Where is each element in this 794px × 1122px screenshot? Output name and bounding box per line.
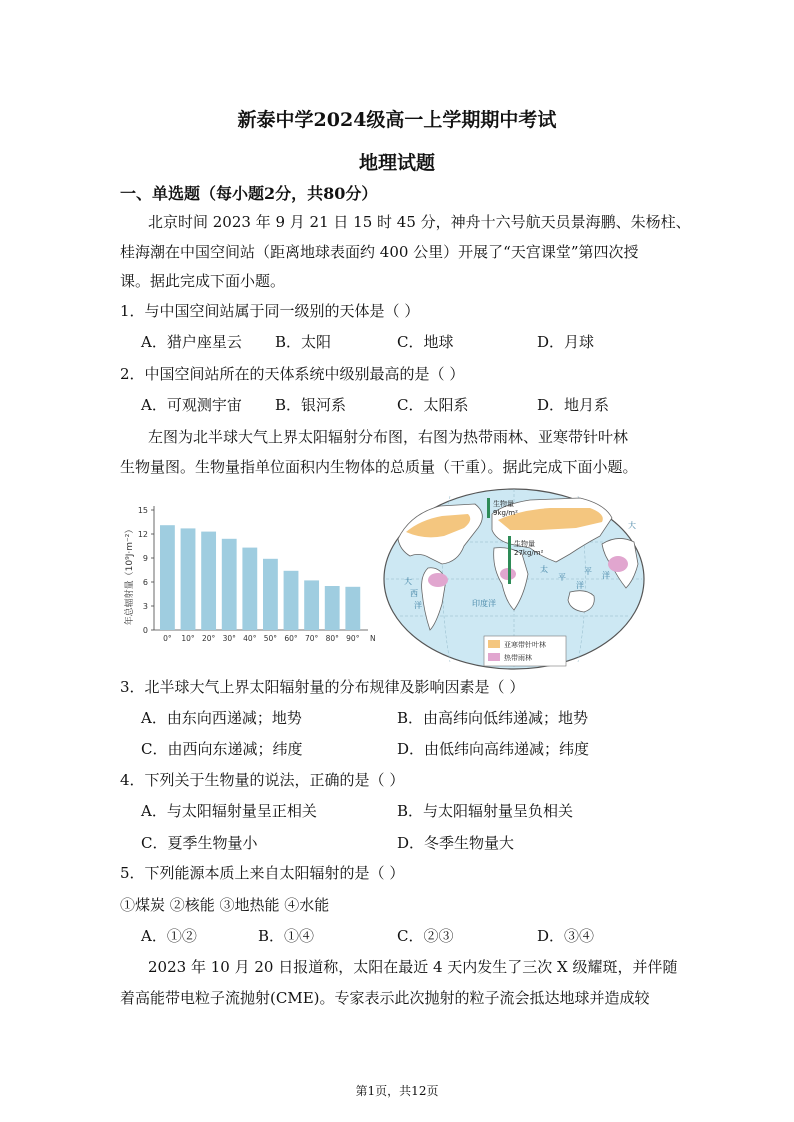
q1-stem: 1．与中国空间站属于同一级别的天体是（ ） [120,302,420,320]
radiation-bar-chart [118,500,380,650]
exam-title: 新泰中学2024级高一上学期期中考试 [237,109,557,131]
x-tick-label: 0° [163,634,172,643]
q1-option-c[interactable]: C．地球 [397,333,454,351]
ocean-label: 大 [628,521,636,530]
x-tick-label: 20° [201,634,216,643]
legend-label-taiga: 亚寒带针叶林 [504,641,546,649]
passage2-line1: 左图为北半球大气上界太阳辐射分布图，右图为热带雨林、亚寒带针叶林 [148,428,629,446]
q5-stem: 5．下列能源本质上来自太阳辐射的是（ ） [120,864,405,882]
legend-swatch-rainforest [488,653,500,661]
bar [263,559,278,630]
ocean-label: 大 [404,577,412,586]
x-tick-label: 30° [222,634,236,643]
ocean-label: 西 [410,589,418,598]
q4-option-b[interactable]: B．与太阳辐射量呈负相关 [397,802,574,820]
bar [325,586,340,630]
bar [345,587,360,630]
q3-option-b[interactable]: B．由高纬向低纬递减；地势 [397,709,589,727]
q1-option-d[interactable]: D．月球 [537,333,595,351]
x-tick-label: 80° [325,634,339,643]
taiga-biomass-bar [487,498,490,518]
ocean-label: 洋 [602,571,610,580]
q5-option-c[interactable]: C．②③ [397,927,454,945]
rainforest-biomass-value: 27kg/m² [514,549,544,557]
q2-stem: 2．中国空间站所在的天体系统中级别最高的是（ ） [120,365,465,383]
q3-option-a[interactable]: A．由东向西递减；地势 [141,709,302,727]
ocean-label: 印度洋 [472,599,496,608]
ocean-label: 平 [584,567,592,576]
q5-items: ①煤炭 ②核能 ③地热能 ④水能 [120,896,330,914]
x-tick-label: 50° [263,634,278,643]
passage1-line1: 北京时间 2023 年 9 月 21 日 15 时 45 分，神舟十六号航天员景海鹏、朱杨柱、 [148,213,691,231]
bar [222,539,237,630]
q5-option-d[interactable]: D．③④ [537,927,595,945]
x-tick-label: 70° [304,634,319,643]
x-axis-label: N [370,634,376,643]
ocean-label: 太 [540,565,548,574]
y-axis-label: 年总辐射量（10⁹J·m⁻²） [125,524,135,626]
q1-option-a[interactable]: A．猎户座星云 [141,333,242,351]
ocean-label: 洋 [576,581,584,590]
y-tick-label: 9 [142,554,148,563]
q3-stem: 3．北半球大气上界太阳辐射量的分布规律及影响因素是（ ） [120,678,525,696]
x-tick-label: 90° [346,634,360,643]
q5-option-b[interactable]: B．①④ [258,927,315,945]
q1-option-b[interactable]: B．太阳 [275,333,332,351]
q4-option-d[interactable]: D．冬季生物量大 [397,834,515,852]
biomass-world-map [380,484,648,674]
q4-option-c[interactable]: C．夏季生物量小 [141,834,258,852]
q2-option-d[interactable]: D．地月系 [537,396,610,414]
y-tick-label: 3 [142,602,148,611]
ocean-label: 平 [558,573,566,582]
page-number: 第1页，共12页 [355,1084,439,1098]
q2-option-b[interactable]: B．银河系 [275,396,347,414]
y-tick-label: 0 [142,626,148,635]
taiga-biomass-value: 9kg/m² [493,509,518,517]
q3-option-c[interactable]: C．由西向东递减；纬度 [141,740,303,758]
passage3-line1: 2023 年 10 月 20 日报道称，太阳在最近 4 天内发生了三次 X 级耀斑，并伴随 [148,958,678,976]
x-tick-label: 40° [243,634,257,643]
map-legend [484,636,566,666]
passage3-line2: 着高能带电粒子流抛射(CME)。专家表示此次抛射的粒子流会抵达地球并造成较 [120,989,650,1007]
rainforest-biomass-label: 生物量 [514,540,535,548]
ocean-label: 洋 [414,601,422,610]
passage2-line2: 生物量图。生物量指单位面积内生物体的总质量（干重）。据此完成下面小题。 [120,458,638,476]
bar [304,580,319,630]
bar [160,525,175,630]
bar [201,532,216,630]
y-tick-label: 6 [142,578,148,587]
bar [284,571,299,630]
q2-option-c[interactable]: C．太阳系 [397,396,469,414]
q5-option-a[interactable]: A．①② [141,927,197,945]
legend-swatch-taiga [488,640,500,648]
bar [242,548,257,630]
exam-subtitle: 地理试题 [358,152,435,174]
q4-stem: 4．下列关于生物量的说法，正确的是（ ） [120,771,405,789]
q3-option-d[interactable]: D．由低纬向高纬递减；纬度 [397,740,590,758]
passage1-line3: 课。据此完成下面小题。 [120,272,286,290]
y-tick-label: 15 [137,506,148,515]
legend-label-rainforest: 热带雨林 [504,654,532,662]
bar [181,528,196,630]
taiga-biomass-label: 生物量 [493,500,514,508]
passage1-line2: 桂海潮在中国空间站（距离地球表面约 400 公里）开展了“天宫课堂”第四次授 [120,243,639,261]
q4-option-a[interactable]: A．与太阳辐射量呈正相关 [141,802,317,820]
q2-option-a[interactable]: A．可观测宇宙 [141,396,242,414]
y-tick-label: 12 [137,530,148,539]
x-tick-label: 60° [284,634,298,643]
section-heading: 一、单选题（每小题2分，共80分） [120,184,378,203]
x-tick-label: 10° [181,634,195,643]
rainforest-biomass-bar [508,536,511,584]
